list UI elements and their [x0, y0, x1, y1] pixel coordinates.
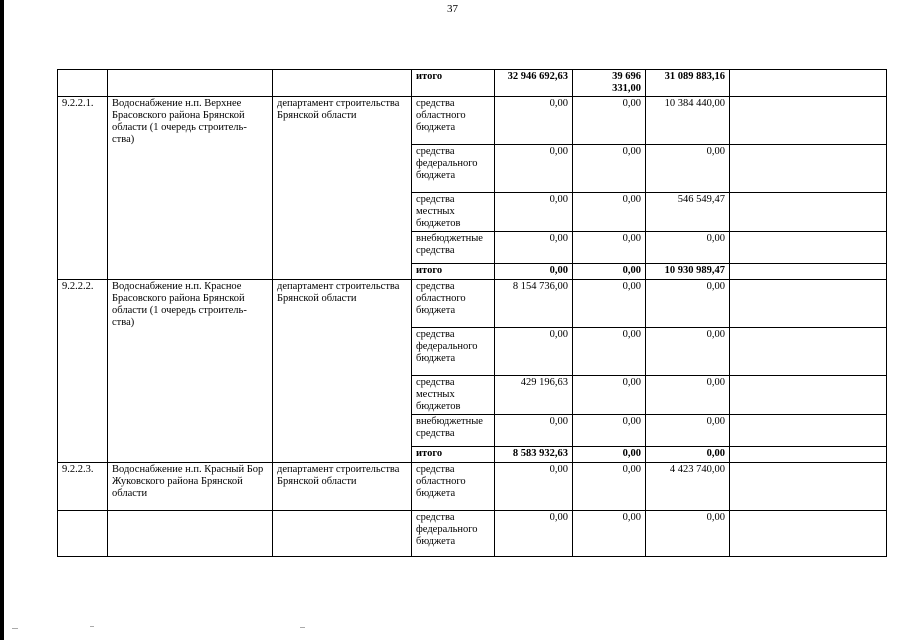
cell-source: итого — [412, 264, 495, 280]
cell-value-3: 31 089 883,16 — [646, 70, 730, 97]
cell-value-2: 0,00 — [573, 376, 646, 415]
cell-source: средства областного бюджета — [412, 463, 495, 511]
cell-executor: департамент строительства Брянской области — [273, 97, 412, 280]
scan-noise — [300, 627, 305, 628]
cell-executor — [273, 70, 412, 97]
cell-value-1: 0,00 — [495, 97, 573, 145]
cell-value-2: 0,00 — [573, 145, 646, 193]
cell-value-3: 10 384 440,00 — [646, 97, 730, 145]
cell-value-3: 546 549,47 — [646, 193, 730, 232]
scan-noise — [90, 626, 94, 627]
cell-source: средства федерального бюджета — [412, 511, 495, 557]
cell-value-2: 0,00 — [573, 232, 646, 264]
cell-executor: департамент строительства Брянской области — [273, 280, 412, 463]
scan-corner-mark — [2, 628, 4, 640]
cell-source: средства областного бюджета — [412, 280, 495, 328]
cell-value-4 — [730, 145, 887, 193]
cell-source: внебюджетные средства — [412, 415, 495, 447]
cell-source: итого — [412, 70, 495, 97]
cell-object-empty — [108, 511, 273, 557]
cell-value-3: 0,00 — [646, 145, 730, 193]
cell-code — [58, 70, 108, 97]
cell-value-3: 10 930 989,47 — [646, 264, 730, 280]
cell-executor-empty — [273, 511, 412, 557]
cell-source: средства местных бюджетов — [412, 193, 495, 232]
cell-value-3: 0,00 — [646, 328, 730, 376]
cell-value-1: 32 946 692,63 — [495, 70, 573, 97]
cell-value-4 — [730, 463, 887, 511]
cell-value-3: 0,00 — [646, 447, 730, 463]
cell-object: Водоснабжение н.п. Верхнее Брасовского района Брянской области (1 очередь строитель-ства) — [108, 97, 273, 280]
table-row — [58, 280, 887, 328]
cell-source: средства федерального бюджета — [412, 145, 495, 193]
table-row — [58, 97, 887, 145]
cell-value-2: 0,00 — [573, 97, 646, 145]
cell-value-2: 0,00 — [573, 463, 646, 511]
cell-value-4 — [730, 264, 887, 280]
cell-value-1: 429 196,63 — [495, 376, 573, 415]
cell-value-4 — [730, 376, 887, 415]
cell-value-3: 0,00 — [646, 415, 730, 447]
cell-value-1: 8 154 736,00 — [495, 280, 573, 328]
cell-value-1: 0,00 — [495, 415, 573, 447]
cell-value-2: 0,00 — [573, 264, 646, 280]
cell-code-empty — [58, 511, 108, 557]
cell-source: внебюджетные средства — [412, 232, 495, 264]
cell-value-3: 0,00 — [646, 232, 730, 264]
cell-value-2: 0,00 — [573, 511, 646, 557]
cell-code: 9.2.2.1. — [58, 97, 108, 280]
cell-value-2: 0,00 — [573, 415, 646, 447]
scan-edge-bar — [0, 0, 4, 640]
table-row — [58, 463, 887, 511]
cell-source: средства федерального бюджета — [412, 328, 495, 376]
cell-value-1: 0,00 — [495, 463, 573, 511]
cell-value-4 — [730, 70, 887, 97]
cell-object: Водоснабжение н.п. Красное Брасовского района Брянской области (1 очередь строитель-ства) — [108, 280, 273, 463]
cell-value-4 — [730, 97, 887, 145]
cell-value-4 — [730, 415, 887, 447]
cell-value-3: 4 423 740,00 — [646, 463, 730, 511]
scan-noise — [12, 628, 18, 629]
cell-value-1: 0,00 — [495, 511, 573, 557]
budget-table — [57, 69, 887, 557]
cell-source: средства областного бюджета — [412, 97, 495, 145]
cell-value-1: 8 583 932,63 — [495, 447, 573, 463]
cell-value-1: 0,00 — [495, 328, 573, 376]
cell-value-3: 0,00 — [646, 511, 730, 557]
cell-value-2: 0,00 — [573, 328, 646, 376]
cell-value-2: 0,00 — [573, 280, 646, 328]
cell-code: 9.2.2.3. — [58, 463, 108, 511]
cell-source: средства местных бюджетов — [412, 376, 495, 415]
cell-value-4 — [730, 511, 887, 557]
cell-source: итого — [412, 447, 495, 463]
cell-value-1: 0,00 — [495, 145, 573, 193]
cell-value-1: 0,00 — [495, 264, 573, 280]
table-row-top-total — [58, 70, 887, 97]
cell-code: 9.2.2.2. — [58, 280, 108, 463]
page-number: 37 — [447, 3, 458, 15]
cell-value-4 — [730, 193, 887, 232]
table-row — [58, 511, 887, 557]
cell-value-2: 0,00 — [573, 447, 646, 463]
cell-value-4 — [730, 447, 887, 463]
cell-object: Водоснабжение н.п. Красный Бор Жуковского района Брянской области — [108, 463, 273, 511]
cell-executor: департамент строительства Брянской области — [273, 463, 412, 511]
cell-value-1: 0,00 — [495, 193, 573, 232]
cell-value-4 — [730, 328, 887, 376]
cell-value-4 — [730, 280, 887, 328]
cell-value-3: 0,00 — [646, 280, 730, 328]
cell-value-2: 39 696 331,00 — [573, 70, 646, 97]
cell-value-4 — [730, 232, 887, 264]
cell-value-1: 0,00 — [495, 232, 573, 264]
cell-object — [108, 70, 273, 97]
cell-value-3: 0,00 — [646, 376, 730, 415]
cell-value-2: 0,00 — [573, 193, 646, 232]
